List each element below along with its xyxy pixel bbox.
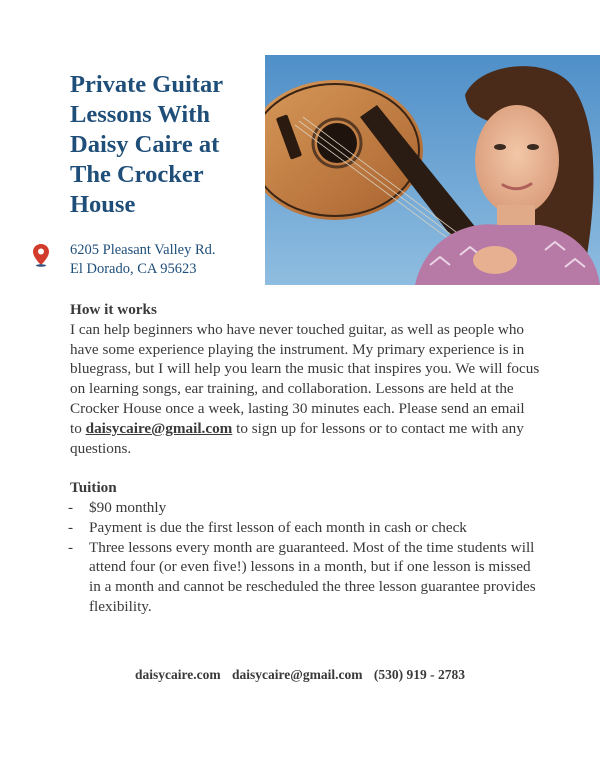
footer-email[interactable]: daisycaire@gmail.com — [232, 667, 363, 682]
how-it-works-paragraph — [70, 320, 540, 459]
footer-contact — [0, 667, 600, 683]
paragraph-text-end: to sign up for lessons or to contact me with any questions. — [70, 419, 524, 457]
tuition-item-text: $90 monthly — [89, 498, 167, 516]
how-it-works-heading: How it works — [70, 301, 157, 318]
main-content — [70, 300, 540, 617]
tuition-item-text: Payment is due the first lesson of each month in cash or check — [89, 518, 467, 536]
footer-website[interactable]: daisycaire.com — [135, 667, 221, 682]
footer-phone: (530) 919 - 2783 — [373, 667, 465, 682]
list-item — [70, 518, 540, 538]
guitarist-photo — [265, 55, 600, 285]
list-item — [70, 498, 540, 518]
tuition-item-text: Three lessons every month are guaranteed. Most of the time students will attend four (or even five!) lessons in a month, but if one lesson is missed in a month and cannot be rescheduled the three lesson guarantee provides flexibility. — [89, 538, 536, 615]
tuition-heading: Tuition — [70, 479, 117, 497]
paragraph-text: I can help beginners who have never touched guitar, as well as people who have some experience playing the instrument. My primary experience is in bluegrass, but I will help you learn the music that inspires you. We will focus on learning songs, ear training, and collaboration. Lessons are held at the Crocker House once a week, lasting 30 minutes each. Please send an email to — [70, 320, 540, 437]
tuition-list — [70, 498, 540, 617]
map-pin-icon — [32, 243, 50, 267]
address-line-2: El Dorado, CA 95623 — [70, 261, 197, 277]
list-item — [70, 538, 540, 617]
email-link[interactable]: daisycaire@gmail.com — [85, 419, 233, 437]
bullet-dash: - — [68, 538, 74, 556]
address — [70, 241, 216, 279]
address-line-1: 6205 Pleasant Valley Rd. — [70, 242, 216, 258]
page-title: Private Guitar Lessons With Daisy Caire at The Crocker House — [70, 71, 223, 218]
bullet-dash: - — [68, 498, 74, 516]
bullet-dash: - — [68, 518, 74, 536]
